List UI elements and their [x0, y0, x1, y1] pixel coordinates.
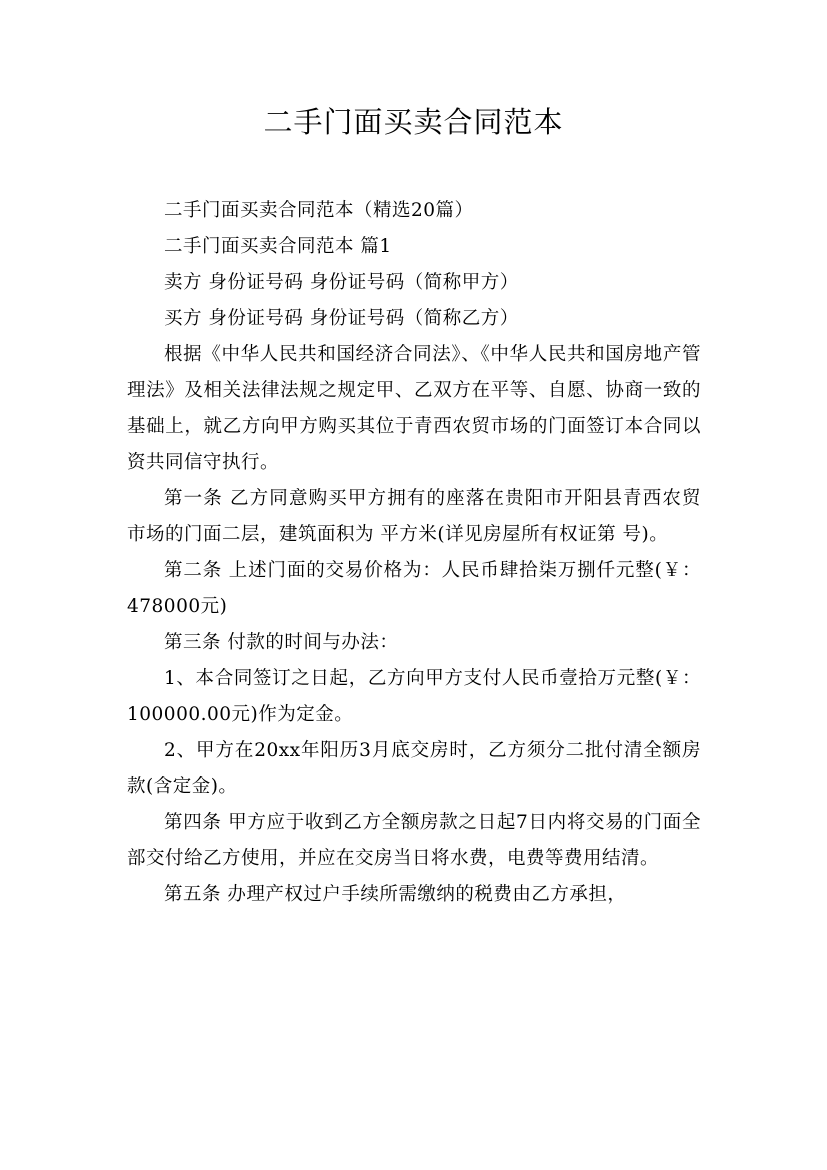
paragraph-buyer: 买方 身份证号码 身份证号码（简称乙方） [164, 308, 519, 329]
document-title: 二手门面买卖合同范本 [263, 105, 564, 139]
paragraph-article-3-item-2: 2、甲方在20xx年阳历3月底交房时，乙方须分二批付清全额房款(含定金)。 [127, 740, 701, 797]
paragraph-seller: 卖方 身份证号码 身份证号码（简称甲方） [164, 272, 519, 293]
paragraph-preamble: 根据《中华人民共和国经济合同法》、《中华人民共和国房地产管理法》及相关法律法规之规定甲、乙双方在平等、自愿、协商一致的基础上，就乙方向甲方购买其位于青西农贸市场的门面签订本合同以资共同信守执行。 [127, 344, 701, 473]
paragraph-article-5: 第五条 办理产权过户手续所需缴纳的税费由乙方承担， [164, 884, 627, 905]
paragraph-article-3-item-1: 1、本合同签订之日起，乙方向甲方支付人民币壹拾万元整(￥：100000.00元)作为定金。 [127, 668, 701, 725]
paragraph-article-3: 第三条 付款的时间与办法： [164, 632, 399, 653]
paragraph-article-2: 第二条 上述门面的交易价格为：人民币肆拾柒万捌仟元整(￥：478000元) [127, 560, 701, 617]
document-body [127, 193, 701, 913]
paragraph-section-heading: 二手门面买卖合同范本 篇1 [164, 236, 392, 257]
paragraph-article-1: 第一条 乙方同意购买甲方拥有的座落在贵阳市开阳县青西农贸市场的门面二层，建筑面积为 平方米(详见房屋所有权证第 号)。 [127, 488, 701, 545]
paragraph-article-4: 第四条 甲方应于收到乙方全额房款之日起7日内将交易的门面全部交付给乙方使用，并应在交房当日将水费，电费等费用结清。 [127, 812, 701, 869]
paragraph-subtitle: 二手门面买卖合同范本（精选20篇） [164, 200, 474, 221]
